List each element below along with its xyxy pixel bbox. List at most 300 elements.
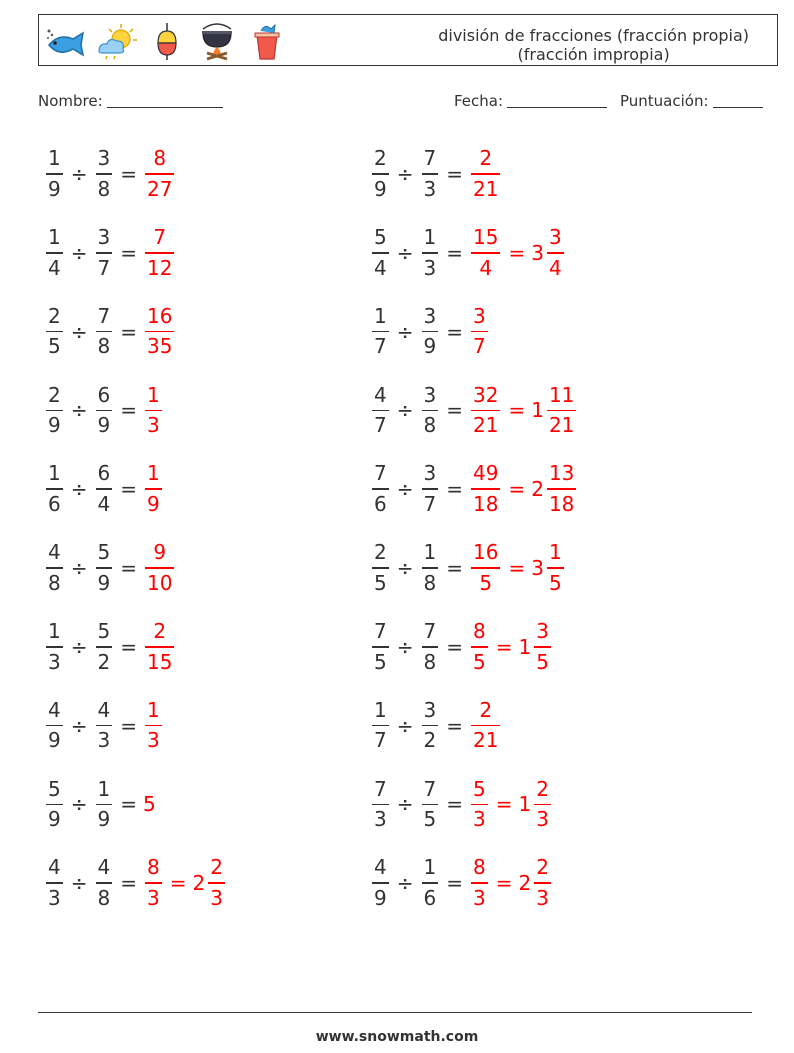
fraction-bar — [471, 646, 488, 648]
answer-fraction — [145, 461, 162, 517]
fraction-bar — [46, 725, 63, 727]
denominator: 6 — [423, 885, 437, 910]
mixed-whole: 1 — [531, 398, 544, 423]
dividend-fraction — [46, 619, 63, 675]
fraction-bar — [96, 410, 113, 412]
denominator: 3 — [147, 413, 160, 438]
mixed-whole: 2 — [518, 871, 532, 896]
fraction-bar — [471, 725, 500, 727]
numerator: 3 — [423, 697, 437, 722]
numerator: 7 — [423, 776, 437, 801]
problem-item — [44, 141, 176, 207]
problem-item — [370, 535, 566, 601]
denominator: 7 — [473, 334, 486, 359]
mixed-whole: 1 — [518, 792, 532, 817]
fraction-bar — [96, 646, 113, 648]
fraction-bar — [372, 646, 389, 648]
denominator: 18 — [473, 491, 499, 516]
answer-fraction — [145, 225, 174, 281]
divide-sign: ÷ — [396, 477, 414, 502]
date-field — [454, 92, 607, 110]
fraction-bar — [145, 725, 162, 727]
dividend-fraction — [46, 777, 63, 833]
numerator: 1 — [374, 303, 387, 328]
denominator: 2 — [423, 728, 437, 753]
answer-fraction — [471, 146, 500, 202]
mixed-whole: 2 — [192, 871, 206, 896]
divide-sign: ÷ — [70, 162, 88, 186]
numerator: 32 — [473, 382, 499, 407]
denominator: 8 — [97, 885, 111, 910]
divide-sign: ÷ — [396, 240, 414, 265]
fraction-bar — [471, 567, 500, 569]
fraction-bar — [46, 488, 63, 490]
denominator: 7 — [374, 413, 387, 438]
fraction-bar — [422, 882, 439, 884]
fraction-bar — [471, 252, 500, 254]
numerator: 8 — [147, 855, 160, 880]
dividend-fraction — [372, 304, 389, 360]
divisor-fraction — [422, 777, 439, 833]
denominator: 7 — [374, 728, 387, 753]
equals-sign: = — [120, 240, 137, 265]
divide-sign: ÷ — [70, 871, 88, 896]
dividend-fraction — [372, 855, 389, 911]
answer — [143, 461, 164, 517]
numerator: 1 — [147, 382, 160, 407]
answer-whole-number: 5 — [143, 792, 156, 817]
dividend-fraction — [46, 698, 63, 754]
fraction-bar — [422, 646, 439, 648]
fraction-bar — [96, 252, 113, 254]
problem-item — [370, 299, 490, 365]
mixed-fraction — [208, 855, 225, 911]
numerator: 3 — [97, 225, 111, 250]
fraction-bar — [471, 331, 488, 333]
fraction-bar — [422, 252, 439, 254]
answer — [143, 619, 176, 675]
denominator: 21 — [548, 413, 575, 438]
numerator: 1 — [548, 540, 562, 565]
denominator: 5 — [548, 570, 562, 595]
title-line-2: (fracción impropia) — [517, 45, 670, 64]
divisor-fraction — [96, 304, 113, 360]
divisor-fraction — [96, 461, 113, 517]
divisor-fraction — [96, 698, 113, 754]
answer-fraction — [145, 383, 162, 439]
numerator: 9 — [153, 540, 167, 565]
bucket-icon — [243, 21, 291, 61]
fraction-bar — [471, 173, 500, 175]
answer-equals-sign: = — [495, 871, 513, 896]
dividend-fraction — [372, 698, 389, 754]
numerator: 1 — [48, 146, 61, 171]
numerator: 3 — [423, 303, 437, 328]
date-label: Fecha: — [454, 92, 504, 110]
fraction-bar — [547, 410, 576, 412]
fraction-bar — [534, 804, 551, 806]
mixed-fraction — [534, 855, 551, 911]
equals-sign: = — [120, 398, 137, 423]
score-blank[interactable] — [713, 92, 763, 108]
answer-fraction — [471, 383, 500, 439]
divide-sign: ÷ — [70, 398, 88, 423]
denominator: 35 — [147, 334, 173, 359]
denominator: 8 — [97, 334, 111, 359]
numerator: 1 — [423, 225, 437, 250]
equals-sign: = — [446, 713, 463, 738]
numerator: 2 — [479, 697, 493, 722]
footer-url: www.snowmath.com — [315, 1029, 479, 1045]
denominator: 10 — [147, 570, 173, 595]
fraction-bar — [145, 646, 174, 648]
fraction-bar — [471, 804, 488, 806]
answer — [469, 698, 502, 754]
equals-sign: = — [120, 792, 137, 817]
denominator: 9 — [97, 413, 111, 438]
name-label: Nombre: — [38, 92, 103, 110]
equals-sign: = — [120, 477, 137, 502]
dividend-fraction — [372, 146, 389, 202]
answer-equals-sign: = — [508, 240, 526, 265]
fraction-bar — [208, 882, 225, 884]
numerator: 6 — [97, 382, 111, 407]
denominator: 3 — [423, 176, 437, 201]
numerator: 13 — [548, 461, 575, 486]
problem-item — [44, 771, 156, 837]
problem-item — [370, 456, 578, 522]
mixed-fraction — [547, 461, 576, 517]
fraction-bar — [145, 410, 162, 412]
equals-sign: = — [120, 713, 137, 738]
numerator: 4 — [97, 697, 111, 722]
mixed-fraction — [547, 540, 564, 596]
denominator: 15 — [147, 649, 173, 674]
denominator: 5 — [423, 807, 437, 832]
numerator: 11 — [548, 382, 575, 407]
denominator: 5 — [536, 649, 549, 674]
denominator: 8 — [48, 570, 61, 595]
divisor-fraction — [422, 619, 439, 675]
denominator: 5 — [473, 649, 486, 674]
numerator: 16 — [473, 540, 499, 565]
denominator: 5 — [479, 570, 493, 595]
denominator: 4 — [548, 255, 562, 280]
numerator: 1 — [48, 619, 61, 644]
fraction-bar — [422, 331, 439, 333]
denominator: 9 — [48, 807, 61, 832]
numerator: 1 — [374, 697, 387, 722]
divisor-fraction — [422, 225, 439, 281]
fraction-bar — [96, 725, 113, 727]
numerator: 1 — [423, 540, 437, 565]
answer-fraction — [471, 619, 488, 675]
answer — [469, 304, 490, 360]
mixed-fraction — [534, 777, 551, 833]
denominator: 9 — [48, 413, 61, 438]
answer-equals-sign: = — [495, 634, 513, 659]
problem-item — [370, 693, 502, 759]
numerator: 6 — [97, 461, 111, 486]
fraction-bar — [46, 646, 63, 648]
numerator: 3 — [548, 225, 562, 250]
name-blank[interactable] — [107, 92, 223, 108]
equals-sign: = — [446, 240, 463, 265]
problem-item — [370, 141, 502, 207]
denominator: 5 — [48, 334, 61, 359]
numerator: 2 — [374, 540, 387, 565]
equals-sign: = — [120, 634, 137, 659]
answer — [143, 792, 156, 816]
answer-fraction — [471, 698, 500, 754]
numerator: 3 — [536, 619, 549, 644]
fraction-bar — [145, 331, 174, 333]
equals-sign: = — [446, 556, 463, 580]
fraction-bar — [145, 173, 174, 175]
denominator: 3 — [48, 649, 61, 674]
equals-sign: = — [446, 792, 463, 817]
numerator: 7 — [97, 303, 111, 328]
denominator: 3 — [374, 807, 387, 832]
answer — [143, 540, 176, 596]
denominator: 9 — [48, 728, 61, 753]
divisor-fraction — [422, 698, 439, 754]
answer-fraction — [471, 540, 500, 596]
denominator: 9 — [147, 491, 160, 516]
mixed-fraction — [534, 619, 551, 675]
worksheet-title — [438, 26, 749, 64]
denominator: 7 — [97, 255, 111, 280]
denominator: 3 — [48, 885, 61, 910]
denominator: 9 — [423, 334, 437, 359]
answer-fraction — [471, 855, 488, 911]
denominator: 4 — [479, 255, 493, 280]
answer — [469, 619, 553, 675]
answer — [469, 461, 578, 517]
numerator: 2 — [536, 855, 549, 880]
equals-sign: = — [120, 556, 137, 580]
denominator: 3 — [147, 885, 160, 910]
answer-fraction — [471, 461, 500, 517]
sun-cloud-icon — [93, 21, 141, 61]
answer — [143, 304, 176, 360]
answer — [469, 540, 566, 596]
denominator: 6 — [374, 491, 387, 516]
fraction-bar — [145, 567, 174, 569]
divisor-fraction — [96, 383, 113, 439]
mixed-fraction — [547, 225, 564, 281]
dividend-fraction — [372, 777, 389, 833]
score-field — [620, 92, 763, 110]
footer-divider — [38, 1012, 752, 1013]
denominator: 4 — [374, 255, 387, 280]
denominator: 21 — [473, 176, 499, 201]
equals-sign: = — [446, 319, 463, 344]
numerator: 4 — [48, 540, 61, 565]
problem-item — [44, 850, 227, 916]
numerator: 5 — [97, 619, 111, 644]
answer-fraction — [145, 540, 174, 596]
divisor-fraction — [96, 146, 113, 202]
numerator: 4 — [374, 855, 387, 880]
answer — [469, 383, 578, 439]
campfire-pot-icon — [193, 21, 241, 61]
denominator: 9 — [97, 570, 111, 595]
fraction-bar — [534, 882, 551, 884]
fraction-bar — [422, 488, 439, 490]
denominator: 8 — [423, 649, 437, 674]
answer — [469, 146, 502, 202]
answer — [469, 777, 553, 833]
fraction-bar — [46, 567, 63, 569]
numerator: 7 — [423, 619, 437, 644]
fraction-bar — [46, 173, 63, 175]
dividend-fraction — [46, 855, 63, 911]
divide-sign: ÷ — [396, 713, 414, 738]
answer — [143, 146, 176, 202]
numerator: 2 — [210, 855, 223, 880]
fraction-bar — [471, 410, 500, 412]
denominator: 21 — [473, 413, 499, 438]
divisor-fraction — [422, 146, 439, 202]
fraction-bar — [372, 882, 389, 884]
numerator: 4 — [48, 697, 61, 722]
divisor-fraction — [422, 461, 439, 517]
divide-sign: ÷ — [70, 240, 88, 265]
numerator: 2 — [48, 382, 61, 407]
numerator: 1 — [97, 776, 111, 801]
denominator: 2 — [97, 649, 111, 674]
numerator: 8 — [153, 146, 167, 171]
divide-sign: ÷ — [396, 556, 414, 580]
dividend-fraction — [46, 304, 63, 360]
divide-sign: ÷ — [70, 713, 88, 738]
fraction-bar — [46, 804, 63, 806]
mixed-whole: 3 — [531, 240, 544, 265]
divisor-fraction — [422, 540, 439, 596]
divisor-fraction — [96, 855, 113, 911]
dividend-fraction — [46, 146, 63, 202]
numerator: 1 — [147, 697, 160, 722]
problem-item — [44, 693, 164, 759]
denominator: 9 — [374, 176, 387, 201]
answer-fraction — [471, 777, 488, 833]
denominator: 9 — [374, 885, 387, 910]
numerator: 2 — [153, 619, 167, 644]
fraction-bar — [422, 173, 439, 175]
divisor-fraction — [422, 304, 439, 360]
problem-item — [44, 614, 176, 680]
answer-fraction — [145, 304, 174, 360]
problem-item — [44, 456, 164, 522]
numerator: 3 — [423, 461, 437, 486]
denominator: 3 — [536, 885, 549, 910]
answer-equals-sign: = — [169, 871, 187, 896]
divide-sign: ÷ — [396, 792, 414, 817]
denominator: 3 — [536, 807, 549, 832]
divide-sign: ÷ — [70, 319, 88, 344]
answer-fraction — [145, 146, 174, 202]
denominator: 3 — [473, 885, 486, 910]
numerator: 1 — [423, 855, 437, 880]
fraction-bar — [372, 331, 389, 333]
dividend-fraction — [46, 225, 63, 281]
date-blank[interactable] — [507, 92, 607, 108]
divide-sign: ÷ — [70, 634, 88, 659]
denominator: 5 — [374, 649, 387, 674]
divide-sign: ÷ — [396, 634, 414, 659]
problem-item — [44, 220, 176, 286]
denominator: 8 — [423, 413, 437, 438]
problem-item — [370, 614, 553, 680]
answer-equals-sign: = — [495, 792, 513, 817]
problem-item — [370, 377, 578, 443]
name-field — [38, 92, 223, 110]
answer — [143, 698, 164, 754]
problem-item — [370, 220, 566, 286]
answer-fraction — [145, 698, 162, 754]
fraction-bar — [547, 252, 564, 254]
divide-sign: ÷ — [396, 871, 414, 896]
equals-sign: = — [446, 162, 463, 186]
denominator: 3 — [147, 728, 160, 753]
numerator: 2 — [536, 776, 549, 801]
numerator: 5 — [374, 225, 387, 250]
mixed-whole: 1 — [518, 634, 532, 659]
numerator: 1 — [147, 461, 160, 486]
denominator: 9 — [97, 807, 111, 832]
denominator: 9 — [48, 176, 61, 201]
denominator: 3 — [423, 255, 437, 280]
fraction-bar — [46, 410, 63, 412]
denominator: 21 — [473, 728, 499, 753]
fraction-bar — [96, 173, 113, 175]
numerator: 7 — [423, 146, 437, 171]
problem-item — [370, 850, 553, 916]
numerator: 4 — [97, 855, 111, 880]
numerator: 2 — [479, 146, 493, 171]
denominator: 3 — [473, 807, 486, 832]
answer-fraction — [471, 304, 488, 360]
numerator: 7 — [374, 619, 387, 644]
fraction-bar — [372, 252, 389, 254]
fraction-bar — [422, 725, 439, 727]
fraction-bar — [372, 488, 389, 490]
divide-sign: ÷ — [70, 792, 88, 817]
divide-sign: ÷ — [70, 477, 88, 502]
divisor-fraction — [96, 777, 113, 833]
fraction-bar — [422, 804, 439, 806]
divide-sign: ÷ — [396, 319, 414, 344]
answer-fraction — [145, 619, 174, 675]
numerator: 8 — [473, 855, 486, 880]
fraction-bar — [96, 567, 113, 569]
numerator: 2 — [48, 303, 61, 328]
fraction-bar — [96, 488, 113, 490]
answer — [469, 855, 553, 911]
equals-sign: = — [446, 634, 463, 659]
fraction-bar — [46, 882, 63, 884]
denominator: 4 — [97, 491, 111, 516]
denominator: 8 — [97, 176, 111, 201]
divisor-fraction — [96, 619, 113, 675]
numerator: 4 — [374, 382, 387, 407]
fraction-bar — [96, 882, 113, 884]
fraction-bar — [471, 882, 488, 884]
fraction-bar — [422, 410, 439, 412]
answer-equals-sign: = — [508, 556, 526, 580]
numerator: 2 — [374, 146, 387, 171]
